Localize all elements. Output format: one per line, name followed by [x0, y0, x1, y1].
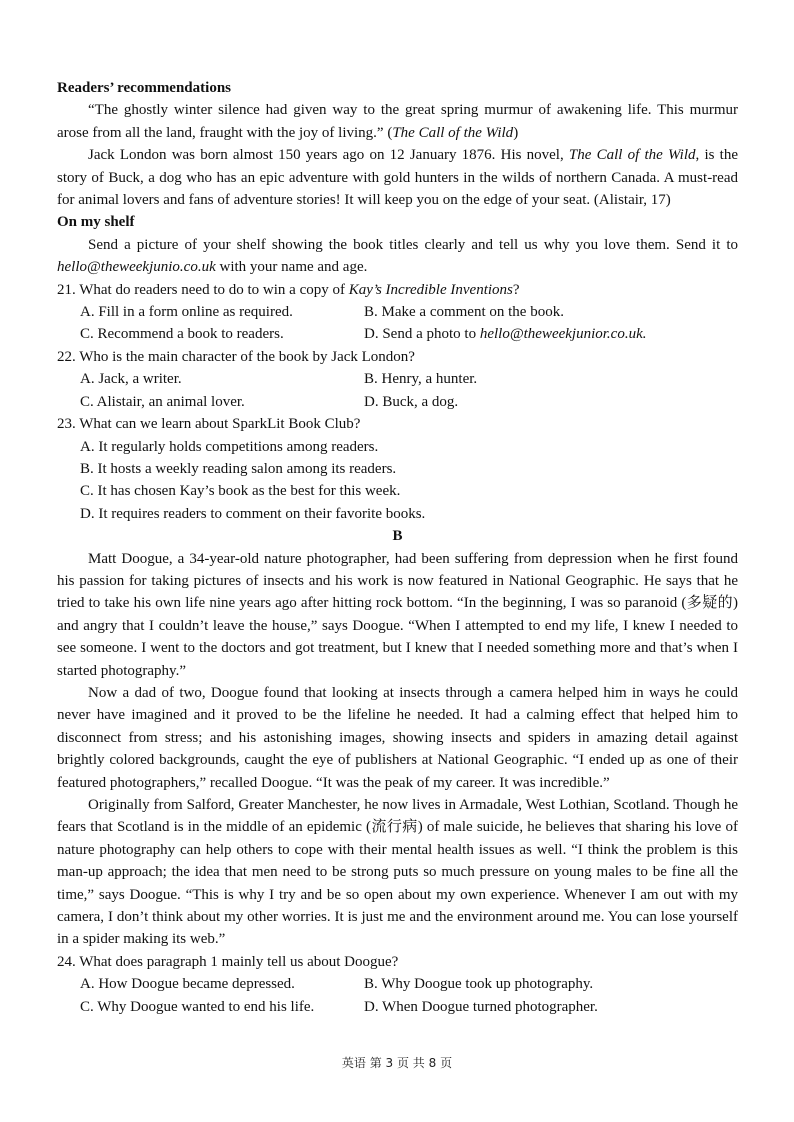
- q24-option-d: D. When Doogue turned photographer.: [364, 998, 598, 1015]
- readers-paragraph-2: [57, 144, 738, 211]
- q22-option-a: A. Jack, a writer.: [80, 371, 182, 388]
- shelf-paragraph: [57, 234, 738, 279]
- section-b-title: B: [392, 528, 403, 545]
- q21-option-d-text: D. Send a photo to: [364, 326, 480, 343]
- q23-option-b: B. It hosts a weekly reading salon among its readers.: [80, 460, 397, 477]
- section-b-paragraph-2: Now a dad of two, Doogue found that looking at insects through a camera helped him in ways he could never have imagined and it proved to be the lifeline he needed. It had a calming effect that helped him to disconnect from stress; and his astonishing images, showing insects and spiders in amazing detail against brightly colored backgrounds, caught the eye of publishers at National Geographic. “I ended up as one of their featured photographers,” recalled Doogue. “It was the peak of my career. It was incredible.”: [57, 684, 738, 791]
- q24-option-c: C. Why Doogue wanted to end his life.: [80, 998, 315, 1015]
- q22-option-d: D. Buck, a dog.: [364, 393, 459, 410]
- q23-option-a: A. It regularly holds competitions among readers.: [80, 438, 379, 455]
- shelf-text-end: with your name and age.: [215, 259, 368, 276]
- q23-options: [57, 436, 738, 526]
- q21-stem-end: ?: [512, 281, 520, 298]
- question-23: 23. What can we learn about SparkLit Book Club?: [57, 416, 361, 433]
- readers-heading: Readers’ recommendations: [57, 80, 231, 96]
- readers-p2-text-end: , is the story of Buck, a dog who has an epic adventure with gold hunters in the wilds of northern Canada. A must-read for animal lovers and fans of adventure stories! It will keep you on the edge of your seat. (Alistair, 17): [57, 147, 738, 209]
- question-22: 22. Who is the main character of the book by Jack London?: [57, 348, 415, 365]
- q21-option-c: C. Recommend a book to readers.: [80, 326, 284, 343]
- q23-option-c: C. It has chosen Kay’s book as the best for this week.: [80, 483, 401, 500]
- quote-book-title: The Call of the Wild: [392, 124, 514, 141]
- q21-option-b: B. Make a comment on the book.: [364, 304, 564, 321]
- section-b-paragraph-1: Matt Doogue, a 34-year-old nature photographer, had been suffering from depression when he first found his passion for taking pictures of insects and his work is now featured in National Geographic. He says that he tried to take his own life nine years ago after hitting rock bottom. “In the beginning, I was so paranoid (多疑的) and angry that I couldn’t leave the house,” says Doogue. “When I attempted to end my life, I knew I needed to see someone. I went to the doctors and got treatment, but I knew that I needed something more and that’s when I started photography.”: [57, 550, 738, 679]
- q24-option-b: B. Why Doogue took up photography.: [364, 976, 594, 993]
- q23-option-d: D. It requires readers to comment on their favorite books.: [80, 505, 426, 522]
- q22-option-b: B. Henry, a hunter.: [364, 371, 478, 388]
- q21-book-title: Kay’s Incredible Inventions: [348, 281, 513, 298]
- readers-quote: “The ghostly winter silence had given way to the great spring murmur of awakening life. This murmur arose from all the land, fraught with the joy of living.”: [57, 102, 738, 141]
- p2-book-title: The Call of the Wild: [568, 147, 696, 164]
- question-24: 24. What does paragraph 1 mainly tell us about Doogue?: [57, 953, 399, 970]
- q21-option-a: A. Fill in a form online as required.: [80, 304, 293, 321]
- q21-option-d: [364, 323, 738, 345]
- shelf-email: hello@theweekjunio.co.uk: [57, 259, 216, 276]
- section-b-paragraph-3: Originally from Salford, Greater Manchester, he now lives in Armadale, West Lothian, Scotland. Though he fears that Scotland is in the middle of an epidemic (流行病) of male suicide, he believes that sharing his love of nature photography can help others to cope with their mental health issues as well. “I think the problem is this man-up approach; the idea that men need to be strong puts so much pressure on young males to be fine all the time,” says Doogue. “This is why I try and be so open about my own experience. Whenever I am out with my camera, I don’t think about my other worries. It is just me and the environment around me. You can lose yourself in a spider making its web.”: [57, 797, 738, 948]
- q24-options: [57, 973, 738, 1018]
- readers-quote-paragraph: “The ghostly winter silence had given way to the great spring murmur of awakening life. This murmur arose from all the land, fraught with the joy of living.” (The Call of the Wild): [57, 102, 738, 141]
- q21-option-d-email: hello@theweekjunior.co.uk.: [479, 326, 647, 343]
- shelf-heading: On my shelf: [57, 214, 135, 231]
- q24-option-a: A. How Doogue became depressed.: [80, 976, 295, 993]
- q22-options: [57, 368, 738, 413]
- readers-p2-text: Jack London was born almost 150 years ago on 12 January 1876. His novel,: [88, 147, 569, 164]
- q21-options: [57, 301, 738, 346]
- shelf-text: Send a picture of your shelf showing the book titles clearly and tell us why you love them. Send it to: [88, 236, 738, 253]
- q22-option-c: C. Alistair, an animal lover.: [80, 393, 245, 410]
- question-21: [57, 279, 738, 301]
- q21-stem: 21. What do readers need to do to win a copy of: [57, 281, 349, 298]
- page-footer: 英语 第 3 页 共 8 页: [341, 1056, 453, 1070]
